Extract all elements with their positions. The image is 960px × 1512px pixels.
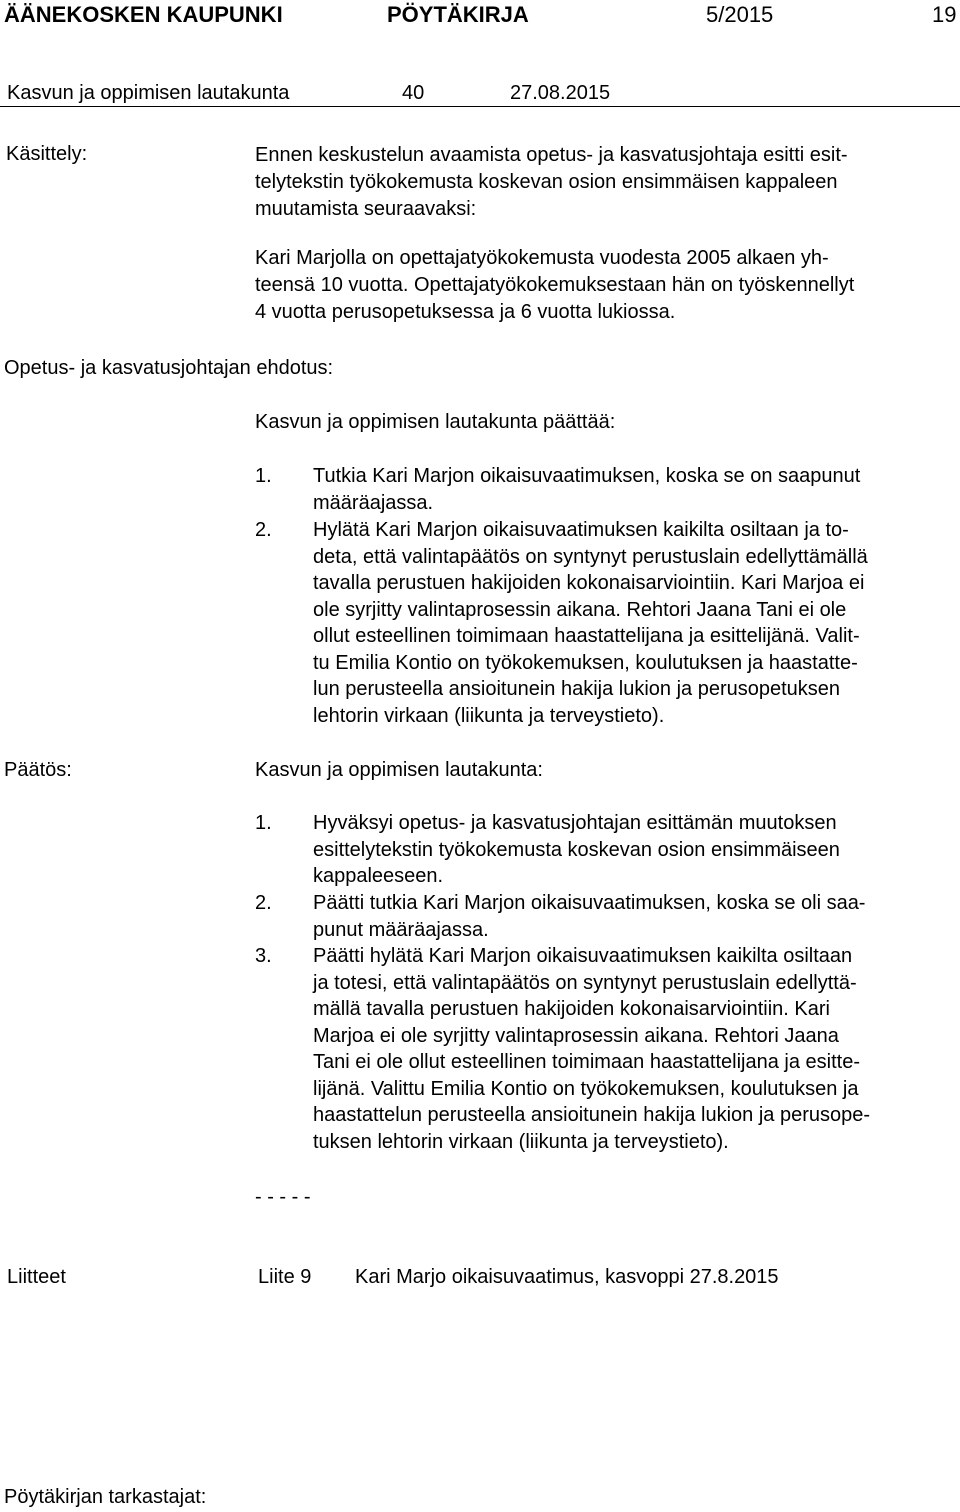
item-number: 2. bbox=[255, 892, 272, 914]
text-line: ja totesi, että valintapäätös on syntynyt perustuslain edellyttä- bbox=[313, 971, 857, 994]
item-body bbox=[313, 943, 870, 1155]
ehdotus-lead: Kasvun ja oppimisen lautakunta päättää: bbox=[255, 411, 616, 433]
document-type: PÖYTÄKIRJA bbox=[387, 2, 529, 27]
item-body bbox=[313, 890, 865, 943]
organization-name: ÄÄNEKOSKEN KAUPUNKI bbox=[4, 2, 283, 27]
text-line: Hylätä Kari Marjon oikaisuvaatimuksen kaikilta osiltaan ja to- bbox=[313, 519, 849, 541]
text-line: haastattelun perusteella ansioitunein hakija lukion ja perusope- bbox=[313, 1104, 871, 1126]
text-line: mällä tavalla perustuen hakijoiden kokonaisarviointiin. Kari bbox=[313, 998, 830, 1020]
item-number: 2. bbox=[255, 519, 272, 541]
item-number: 1. bbox=[255, 812, 272, 834]
text-line: lun perusteella ansioitunein hakija lukion ja perusopetuksen bbox=[313, 678, 841, 700]
item-number: 3. bbox=[255, 945, 272, 967]
text-line: tavalla perustuen hakijoiden kokonaisarviointiin. Kari Marjoa ei bbox=[313, 572, 865, 594]
text-line: Tani ei ole ollut esteellinen toimimaan haastattelijana ja esitte- bbox=[313, 1051, 860, 1073]
text-line: punut määräajassa. bbox=[313, 918, 489, 941]
item-body bbox=[313, 463, 860, 516]
committee-name: Kasvun ja oppimisen lautakunta bbox=[7, 82, 290, 104]
text-line: Ennen keskustelun avaamista opetus- ja kasvatusjohtaja esitti esit- bbox=[255, 144, 848, 166]
item-body bbox=[313, 517, 868, 729]
header-divider bbox=[0, 106, 960, 107]
item-number: 1. bbox=[255, 465, 272, 487]
section-number: 40 bbox=[402, 82, 425, 104]
text-line: kappaleeseen. bbox=[313, 865, 444, 887]
page-number: 19 bbox=[932, 2, 957, 27]
paatos-lead: Kasvun ja oppimisen lautakunta: bbox=[255, 759, 543, 781]
issue-number: 5/2015 bbox=[706, 2, 774, 27]
text-line: deta, että valintapäätös on syntynyt perustuslain edellyttämällä bbox=[313, 545, 868, 568]
kasittely-intro bbox=[255, 142, 848, 223]
text-line: ole syrjitty valintaprosessin aikana. Rehtori Jaana Tani ei ole bbox=[313, 598, 847, 621]
text-line: Hyväksyi opetus- ja kasvatusjohtajan esittämän muutoksen bbox=[313, 812, 837, 834]
text-line: Päätti tutkia Kari Marjon oikaisuvaatimuksen, koska se oli saa- bbox=[313, 892, 866, 914]
attachment-description: Kari Marjo oikaisuvaatimus, kasvoppi 27.8.2015 bbox=[355, 1266, 779, 1288]
text-line: esittelytekstin työkokemusta koskevan osion ensimmäiseen bbox=[313, 838, 840, 861]
text-line: lijänä. Valittu Emilia Kontio on työkokemuksen, koulutuksen ja bbox=[313, 1077, 859, 1100]
text-line: Kari Marjolla on opettajatyökokemusta vuodesta 2005 alkaen yh- bbox=[255, 247, 829, 269]
text-line: Marjoa ei ole syrjitty valintaprosessin aikana. Rehtori Jaana bbox=[313, 1024, 839, 1047]
reviewers-label: Pöytäkirjan tarkastajat: bbox=[4, 1486, 207, 1508]
text-line: lehtorin virkaan (liikunta ja terveystieto). bbox=[313, 704, 665, 727]
paatos-label: Päätös: bbox=[4, 759, 72, 781]
meeting-date: 27.08.2015 bbox=[510, 82, 611, 104]
attachments-label: Liitteet bbox=[7, 1266, 66, 1288]
item-body bbox=[313, 810, 840, 890]
text-line: 4 vuotta perusopetuksessa ja 6 vuotta lukiossa. bbox=[255, 301, 676, 323]
text-line: teensä 10 vuotta. Opettajatyökokemuksestaan hän on työskennellyt bbox=[255, 274, 855, 296]
text-line: Tutkia Kari Marjon oikaisuvaatimuksen, koska se on saapunut bbox=[313, 465, 861, 487]
text-line: tuksen lehtorin virkaan (liikunta ja terveystieto). bbox=[313, 1130, 729, 1153]
text-line: määräajassa. bbox=[313, 491, 434, 514]
text-line: muutamista seuraavaksi: bbox=[255, 198, 477, 220]
text-line: telytekstin työkokemusta koskevan osion ensimmäisen kappaleen bbox=[255, 171, 838, 193]
text-line: ollut esteellinen toimimaan haastattelijana ja esittelijänä. Valit- bbox=[313, 625, 860, 647]
kasittely-quote bbox=[255, 245, 854, 326]
ehdotus-label: Opetus- ja kasvatusjohtajan ehdotus: bbox=[4, 357, 334, 379]
text-line: tu Emilia Kontio on työkokemuksen, koulutuksen ja haastatte- bbox=[313, 651, 858, 674]
section-separator: - - - - - bbox=[255, 1186, 311, 1208]
attachment-ref: Liite 9 bbox=[258, 1266, 312, 1288]
text-line: Päätti hylätä Kari Marjon oikaisuvaatimuksen kaikilta osiltaan bbox=[313, 945, 853, 967]
kasittely-label: Käsittely: bbox=[6, 143, 88, 165]
